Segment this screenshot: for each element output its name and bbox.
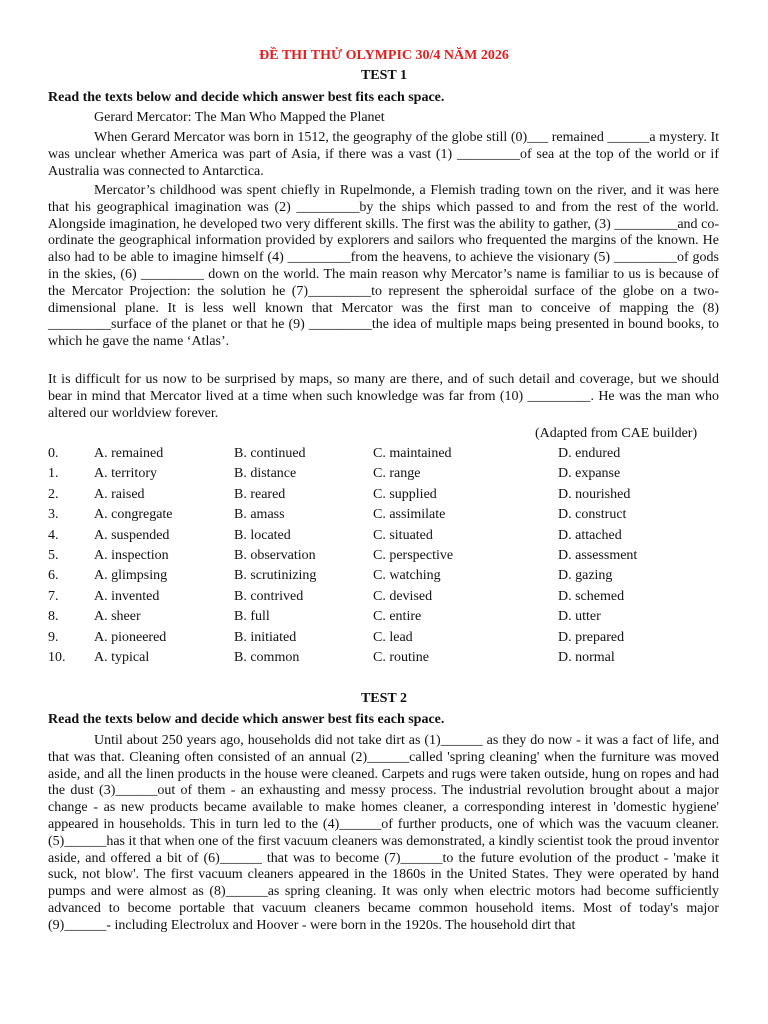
- option-a: A. glimpsing: [94, 568, 168, 584]
- option-row: [48, 609, 728, 629]
- option-a: A. remained: [94, 446, 164, 461]
- option-d: D. attached: [558, 527, 622, 543]
- passage1-source: (Adapted from CAE builder): [535, 426, 698, 441]
- exam-title: ĐỀ THI THỬ OLYMPIC 30/4 NĂM 2026: [259, 48, 509, 63]
- option-b: B. located: [234, 527, 291, 543]
- question-number: 4.: [48, 527, 59, 543]
- option-c: C. devised: [373, 588, 433, 604]
- option-a: A. typical: [94, 649, 150, 665]
- test1-instruction: Read the texts below and decide which answer best fits each space.: [48, 90, 445, 105]
- answer-options-table: [48, 446, 728, 670]
- question-number: 2.: [48, 486, 59, 502]
- question-number: 8.: [48, 609, 59, 625]
- passage1-paragraph-2: Mercator’s childhood was spent chiefly in Rupelmonde, a Flemish trading town on the river, and it was here that his geographical imagination was (2) _________by the ships which passed to and from the rest of the world. Alongside imagination, he developed two very different skills. The first was the ability to gather, (3) _________and co-ordinate the geographical information provided by explorers and sailors who frequented the margins of the known. He also had to be able to imagine himself (4) _________from the heavens, to achieve the visionary (5) _________of gods in the skies, (6) _________ down on the world. The main reason why Mercator’s name is familiar to us is because of the Mercator Projection: the solution he (7)_________to represent the spheroidal surface of the globe on a two-dimensional plane. It is less well known that Mercator was the first man to conceive of mapping the (8) _________surface of the planet or that he (9) _________the idea of multiple maps being presented in bound books, to which he gave the name ‘Atlas’.: [48, 183, 719, 350]
- option-b: B. contrived: [234, 588, 304, 604]
- option-row: [48, 568, 728, 588]
- option-b: B. continued: [234, 446, 306, 461]
- test2-heading: TEST 2: [360, 691, 408, 706]
- option-a: A. sheer: [94, 609, 141, 625]
- option-row: [48, 446, 728, 466]
- option-c: C. assimilate: [373, 507, 446, 523]
- passage1-paragraph-1: When Gerard Mercator was born in 1512, the geography of the globe still (0)___ remained ______a mystery. It was unclear whether America was part of Asia, if there was a vast (1) _________of sea at the top of the world or if Australia was connected to Antarctica.: [48, 130, 719, 179]
- option-d: D. endured: [558, 446, 621, 461]
- option-row: [48, 487, 728, 507]
- option-c: C. maintained: [373, 446, 452, 461]
- option-d: D. nourished: [558, 486, 631, 502]
- option-b: B. distance: [234, 466, 297, 482]
- option-c: C. lead: [373, 629, 413, 645]
- option-b: B. common: [234, 649, 300, 665]
- question-number: 5.: [48, 547, 59, 563]
- question-number: 7.: [48, 588, 59, 604]
- option-d: D. utter: [558, 609, 601, 625]
- option-row: [48, 466, 728, 486]
- option-row: [48, 507, 728, 527]
- option-d: D. prepared: [558, 629, 625, 645]
- option-c: C. entire: [373, 609, 422, 625]
- option-b: B. scrutinizing: [234, 568, 317, 584]
- option-row: [48, 650, 728, 670]
- option-a: A. inspection: [94, 547, 169, 563]
- option-c: C. watching: [373, 568, 441, 584]
- option-b: B. observation: [234, 547, 316, 563]
- question-number: 10.: [48, 649, 66, 665]
- option-b: B. initiated: [234, 629, 297, 645]
- question-number: 1.: [48, 466, 59, 482]
- option-d: D. schemed: [558, 588, 625, 604]
- option-a: A. territory: [94, 466, 157, 482]
- question-number: 3.: [48, 507, 59, 523]
- option-c: C. range: [373, 466, 421, 482]
- question-number: 6.: [48, 568, 59, 584]
- option-d: D. expanse: [558, 466, 621, 482]
- test2-instruction: Read the texts below and decide which answer best fits each space.: [48, 712, 445, 727]
- option-b: B. reared: [234, 486, 286, 502]
- passage1-subtitle: Gerard Mercator: The Man Who Mapped the Planet: [94, 110, 385, 125]
- option-a: A. raised: [94, 486, 145, 502]
- test1-heading: TEST 1: [360, 68, 408, 83]
- option-row: [48, 548, 728, 568]
- option-d: D. gazing: [558, 568, 613, 584]
- option-c: C. supplied: [373, 486, 437, 502]
- question-number: 9.: [48, 629, 59, 645]
- passage1-paragraph-3: It is difficult for us now to be surprised by maps, so many are there, and of such detail and coverage, but we should bear in mind that Mercator lived at a time when such knowledge was far from (10) _________. He was the man who altered our worldview forever.: [48, 372, 719, 421]
- option-a: A. pioneered: [94, 629, 167, 645]
- option-d: D. construct: [558, 507, 627, 523]
- option-b: B. amass: [234, 507, 285, 523]
- option-row: [48, 589, 728, 609]
- option-a: A. congregate: [94, 507, 173, 523]
- option-b: B. full: [234, 609, 270, 625]
- option-c: C. perspective: [373, 547, 454, 563]
- option-row: [48, 528, 728, 548]
- passage2-paragraph: Until about 250 years ago, households did not take dirt as (1)______ as they do now - it was a fact of life, and that was that. Cleaning often consisted of an annual (2)______called 'spring cleaning' when the furniture was moved aside, and all the linen products in the house were cleaned. Carpets and rugs were taken outside, hung on ropes and had the dust (3)______out of them - an exhausting and messy process. The industrial revolution brought about a major change - as new products became available to make homes cleaner, a corresponding interest in 'domestic hygiene' appeared in households. This in turn led to the (4)______of further products, one of which was the vacuum cleaner. (5)______has it that when one of the first vacuum cleaners was demonstrated, a kindly scientist took the proud inventor aside, and offered a bit of (6)______ that was to become (7)______to the future evolution of the product - 'make it suck, not blow'. The first vacuum cleaners appeared in the 1860s in the United States. They were operated by hand pumps and were almost as (8)______as spring cleaning. It was only when electric motors had become sufficiently advanced to become portable that vacuum cleaners became common household items. Most of today's major (9)______- including Electrolux and Hoover - were born in the 1920s. The household dirt that: [48, 733, 719, 933]
- option-row: [48, 630, 728, 650]
- option-a: A. invented: [94, 588, 160, 604]
- option-c: C. situated: [373, 527, 433, 543]
- question-number: 0.: [48, 446, 59, 461]
- option-d: D. assessment: [558, 547, 638, 563]
- option-a: A. suspended: [94, 527, 170, 543]
- option-c: C. routine: [373, 649, 429, 665]
- option-d: D. normal: [558, 649, 615, 665]
